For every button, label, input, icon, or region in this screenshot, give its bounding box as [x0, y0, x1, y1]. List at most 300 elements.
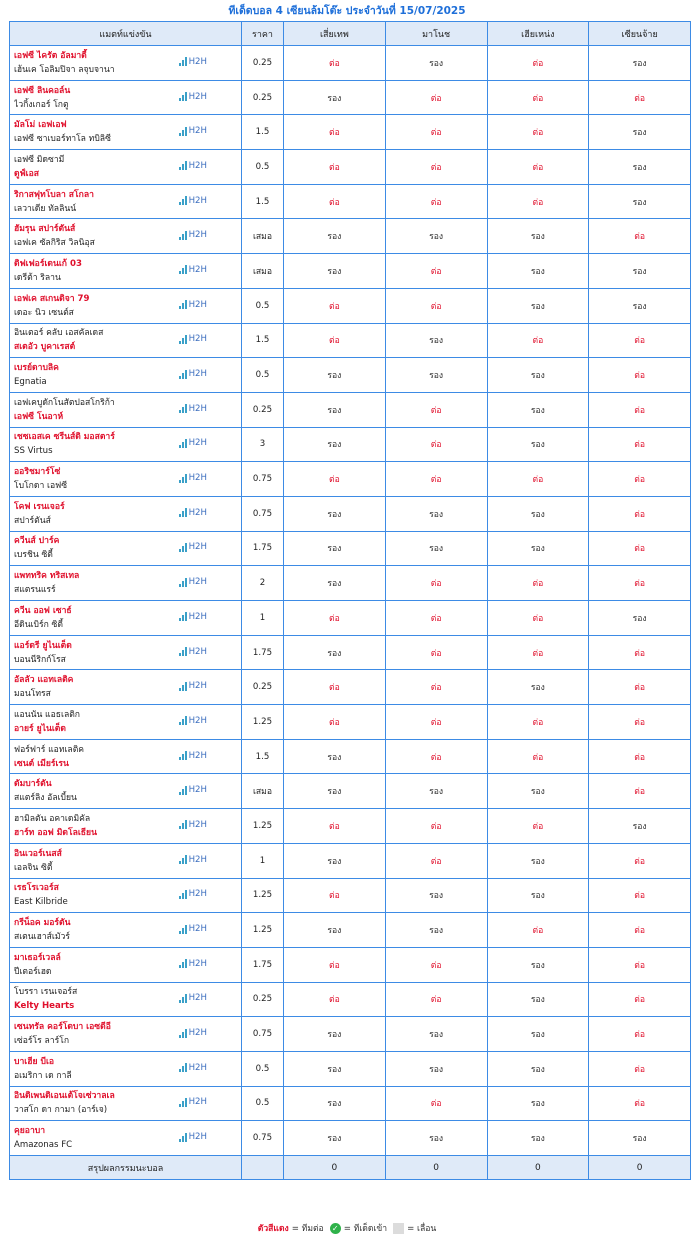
tip-cell: ต่อ [284, 150, 386, 185]
h2h-label: H2H [188, 1097, 207, 1108]
tip-cell: ต่อ [385, 947, 487, 982]
match-cell [10, 982, 242, 1017]
bar-chart-icon [179, 508, 187, 517]
table-row [10, 635, 691, 670]
tip-cell: ต่อ [284, 462, 386, 497]
tip-cell: ต่อ [589, 739, 691, 774]
away-team: เอฟเค ซัลกิริส วิลนิอุส [14, 238, 95, 249]
table-row [10, 115, 691, 150]
table-row [10, 913, 691, 948]
home-team: ริกาสฟุทโบลา สโกลา [14, 189, 94, 200]
table-row [10, 1086, 691, 1121]
h2h-link[interactable] [179, 1061, 207, 1075]
tip-cell: รอง [284, 774, 386, 809]
tip-cell: รอง [487, 982, 589, 1017]
price-cell: 0.75 [242, 462, 284, 497]
legend-red-desc: = ทีมต่อ [291, 1224, 324, 1234]
home-team: ฟอร์ฟาร์ แอทเลติค [14, 744, 85, 755]
summary-value-3: 0 [487, 1156, 589, 1180]
tip-cell: รอง [589, 150, 691, 185]
match-cell [10, 46, 242, 81]
tip-cell: รอง [284, 496, 386, 531]
tip-cell: ต่อ [385, 982, 487, 1017]
home-team: เอฟซี ไครัต อัลมาตี้ [14, 50, 87, 61]
tip-cell: ต่อ [385, 150, 487, 185]
h2h-link[interactable] [179, 1130, 207, 1144]
away-team: ฮาร์ท ออฟ มิดโลเธียน [14, 827, 97, 838]
home-team: มาเธอร์เวลล์ [14, 952, 61, 963]
table-row [10, 1051, 691, 1086]
h2h-link[interactable] [179, 679, 207, 693]
tip-cell: ต่อ [385, 670, 487, 705]
h2h-label: H2H [188, 160, 207, 171]
legend-postponed [393, 1221, 436, 1235]
match-cell [10, 739, 242, 774]
match-cell [10, 1121, 242, 1156]
away-team: เอฟซี โนอาห์ [14, 411, 64, 422]
tip-cell: รอง [487, 1017, 589, 1052]
h2h-label: H2H [188, 126, 207, 137]
tip-cell: ต่อ [487, 913, 589, 948]
home-team: อินเตอร์ คลับ เอสคัลเดส [14, 328, 104, 339]
h2h-label: H2H [188, 299, 207, 310]
h2h-link[interactable] [179, 159, 207, 173]
tip-cell: รอง [385, 913, 487, 948]
price-cell: 0.5 [242, 288, 284, 323]
match-cell [10, 635, 242, 670]
legend-grey-desc: = เลื่อน [407, 1224, 437, 1234]
h2h-link[interactable] [179, 194, 207, 208]
tip-cell: ต่อ [589, 913, 691, 948]
tip-cell: รอง [487, 670, 589, 705]
match-cell [10, 358, 242, 393]
home-team: คุยอาบา [14, 1126, 46, 1137]
tip-cell: รอง [284, 1017, 386, 1052]
tip-cell: รอง [487, 427, 589, 462]
bar-chart-icon [179, 612, 187, 621]
tip-cell: รอง [385, 878, 487, 913]
tip-cell: ต่อ [589, 982, 691, 1017]
match-cell [10, 184, 242, 219]
h2h-label: H2H [188, 854, 207, 865]
h2h-label: H2H [188, 611, 207, 622]
bar-chart-icon [179, 265, 187, 274]
tip-cell: รอง [385, 1017, 487, 1052]
tip-cell: ต่อ [487, 115, 589, 150]
tip-cell: รอง [284, 566, 386, 601]
h2h-label: H2H [188, 334, 207, 345]
header-tipster-3: เฮียเหน่ง [487, 22, 589, 46]
price-cell: เสมอ [242, 219, 284, 254]
table-row [10, 843, 691, 878]
away-team: ดูฟ์เอส [14, 168, 40, 179]
tip-cell: รอง [487, 496, 589, 531]
tip-cell: รอง [284, 1121, 386, 1156]
tip-cell: ต่อ [487, 184, 589, 219]
header-price: ราคา [242, 22, 284, 46]
home-team: เอฟเคบูดักโนสัตปอสโกริก้า [14, 397, 115, 408]
match-cell [10, 219, 242, 254]
table-row [10, 392, 691, 427]
h2h-link[interactable] [179, 55, 207, 69]
h2h-label: H2H [188, 195, 207, 206]
tip-cell: รอง [284, 1086, 386, 1121]
match-cell [10, 80, 242, 115]
h2h-link[interactable] [179, 853, 207, 867]
bar-chart-icon [179, 925, 187, 934]
away-team: อีดินเบิร์ก ซิตี้ [14, 619, 63, 630]
header-tipster-4: เซียนจ้าย [589, 22, 691, 46]
check-icon: ✓ [330, 1223, 341, 1234]
match-cell [10, 913, 242, 948]
tip-cell: รอง [487, 358, 589, 393]
home-team: แอนนัน แอธเลติก [14, 709, 80, 720]
home-team: ควีนส์ ปาร์ค [14, 536, 60, 547]
tip-cell: รอง [487, 947, 589, 982]
tip-cell: รอง [385, 774, 487, 809]
tip-cell: รอง [487, 219, 589, 254]
h2h-link[interactable] [179, 1095, 207, 1109]
tip-cell: ต่อ [284, 288, 386, 323]
tip-cell: ต่อ [589, 566, 691, 601]
tip-cell: รอง [284, 843, 386, 878]
home-team: เบรย์ดาบลิค [14, 363, 59, 374]
bar-chart-icon [179, 370, 187, 379]
h2h-link[interactable] [179, 610, 207, 624]
away-team: สเตนเฮาส์เมัวร์ [14, 932, 70, 943]
tip-cell: รอง [589, 46, 691, 81]
tip-cell: รอง [385, 323, 487, 358]
tip-cell: ต่อ [589, 635, 691, 670]
h2h-label: H2H [188, 230, 207, 241]
table-row [10, 531, 691, 566]
h2h-link[interactable] [179, 818, 207, 832]
price-cell: 0.25 [242, 392, 284, 427]
h2h-label: H2H [188, 473, 207, 484]
h2h-link[interactable] [179, 749, 207, 763]
bar-chart-icon [179, 682, 187, 691]
tip-cell: ต่อ [385, 427, 487, 462]
table-row [10, 496, 691, 531]
tip-cell: ต่อ [385, 705, 487, 740]
away-team: Kelty Hearts [14, 1001, 75, 1012]
table-row [10, 878, 691, 913]
bar-chart-icon [179, 1063, 187, 1072]
tip-cell: รอง [487, 1086, 589, 1121]
away-team: East Kilbride [14, 897, 68, 908]
bar-chart-icon [179, 404, 187, 413]
price-cell: 0.25 [242, 80, 284, 115]
tip-cell: รอง [589, 601, 691, 636]
tip-cell: ต่อ [284, 705, 386, 740]
home-team: โคฟ เรนเจอร์ [14, 501, 65, 512]
tip-cell: ต่อ [589, 670, 691, 705]
h2h-link[interactable] [179, 991, 207, 1005]
summary-row [10, 1156, 691, 1180]
table-row [10, 739, 691, 774]
bar-chart-icon [179, 578, 187, 587]
h2h-link[interactable] [179, 887, 207, 901]
tip-cell: รอง [284, 80, 386, 115]
h2h-link[interactable] [179, 957, 207, 971]
h2h-label: H2H [188, 542, 207, 553]
table-row [10, 982, 691, 1017]
table-row [10, 601, 691, 636]
price-cell: 1.5 [242, 323, 284, 358]
tip-cell: ต่อ [589, 774, 691, 809]
h2h-link[interactable] [179, 228, 207, 242]
away-team: เซ่อร์โร ลาร์โก [14, 1036, 70, 1047]
bar-chart-icon [179, 855, 187, 864]
tip-cell: ต่อ [385, 462, 487, 497]
h2h-link[interactable] [179, 124, 207, 138]
away-team: เฮ้นเค โอลิมปิจา ลจุบจานา [14, 64, 115, 75]
legend-check-desc: = ทีเด็ดเข้า [343, 1224, 388, 1234]
home-team: เรธโรเวอร์ส [14, 883, 59, 894]
h2h-label: H2H [188, 958, 207, 969]
table-row [10, 219, 691, 254]
h2h-label: H2H [188, 715, 207, 726]
match-cell [10, 947, 242, 982]
tip-cell: ต่อ [284, 982, 386, 1017]
price-cell: 0.5 [242, 358, 284, 393]
tip-cell: ต่อ [589, 531, 691, 566]
tip-cell: ต่อ [385, 392, 487, 427]
legend-favorite [258, 1221, 324, 1235]
home-team: ดิฟเฟอร์เดนเก้ 03 [14, 258, 82, 269]
bar-chart-icon [179, 751, 187, 760]
tip-cell: ต่อ [284, 184, 386, 219]
h2h-label: H2H [188, 1028, 207, 1039]
match-cell [10, 323, 242, 358]
h2h-link[interactable] [179, 714, 207, 728]
bar-chart-icon [179, 820, 187, 829]
table-row [10, 358, 691, 393]
match-cell [10, 288, 242, 323]
h2h-label: H2H [188, 889, 207, 900]
h2h-label: H2H [188, 1062, 207, 1073]
match-cell [10, 809, 242, 844]
match-cell [10, 392, 242, 427]
bar-chart-icon [179, 439, 187, 448]
tip-cell: ต่อ [385, 288, 487, 323]
tip-cell: รอง [487, 254, 589, 289]
tip-cell: รอง [487, 1121, 589, 1156]
bar-chart-icon [179, 127, 187, 136]
h2h-link[interactable] [179, 367, 207, 381]
tip-cell: รอง [385, 1051, 487, 1086]
match-cell [10, 496, 242, 531]
away-team: เดอะ นิว เซนต์ส [14, 307, 74, 318]
price-cell: 1.75 [242, 947, 284, 982]
away-team: Egnatia [14, 377, 47, 388]
h2h-link[interactable] [179, 645, 207, 659]
bar-chart-icon [179, 716, 187, 725]
tip-cell: รอง [385, 531, 487, 566]
match-cell [10, 115, 242, 150]
match-cell [10, 1086, 242, 1121]
table-row [10, 80, 691, 115]
h2h-label: H2H [188, 681, 207, 692]
tip-cell: รอง [284, 531, 386, 566]
tip-cell: ต่อ [385, 843, 487, 878]
match-cell [10, 566, 242, 601]
match-cell [10, 462, 242, 497]
tip-cell: ต่อ [589, 1086, 691, 1121]
away-team: สแตรนแรร์ [14, 585, 56, 596]
tip-cell: ต่อ [385, 809, 487, 844]
tip-cell: ต่อ [589, 843, 691, 878]
bar-chart-icon [179, 959, 187, 968]
tip-cell: ต่อ [589, 80, 691, 115]
tip-cell: รอง [284, 635, 386, 670]
bar-chart-icon [179, 786, 187, 795]
home-team: มัลโม่ เอฟเอฟ [14, 120, 67, 131]
bar-chart-icon [179, 1133, 187, 1142]
away-team: เดรีต้า ริลาน [14, 272, 61, 283]
tip-cell: รอง [487, 843, 589, 878]
tip-cell: รอง [589, 1121, 691, 1156]
tip-cell: ต่อ [284, 323, 386, 358]
match-cell [10, 878, 242, 913]
tip-cell: ต่อ [589, 1017, 691, 1052]
home-team: แอร์ดรี ยูไนเต็ด [14, 640, 72, 651]
tip-cell: รอง [487, 774, 589, 809]
h2h-link[interactable] [179, 506, 207, 520]
price-cell: 1.25 [242, 878, 284, 913]
tip-cell: รอง [284, 219, 386, 254]
tip-cell: รอง [284, 1051, 386, 1086]
table-row [10, 288, 691, 323]
tip-cell: ต่อ [284, 947, 386, 982]
summary-value-1: 0 [284, 1156, 386, 1180]
away-team: บอนนีริกก์โรส [14, 654, 66, 665]
home-team: เอฟซี ลินคอล์น [14, 85, 71, 96]
bar-chart-icon [179, 1029, 187, 1038]
price-cell: 1.25 [242, 809, 284, 844]
h2h-link[interactable] [179, 263, 207, 277]
tip-cell: ต่อ [487, 566, 589, 601]
page-title: ทีเด็ดบอล 4 เซียนล้มโต๊ะ ประจำวันที่ 15/07/2025 [228, 5, 466, 17]
tip-cell: รอง [385, 1121, 487, 1156]
price-cell: 0.75 [242, 1017, 284, 1052]
home-team: เชซเอสเค ซรีนส์ดิ มอสตาร์ [14, 432, 115, 443]
away-team: เบรชิน ซิตี้ [14, 550, 53, 561]
table-body [10, 46, 691, 1156]
h2h-link[interactable] [179, 575, 207, 589]
table-row [10, 1121, 691, 1156]
away-team: มอนโทรส [14, 689, 51, 700]
tip-cell: ต่อ [385, 80, 487, 115]
home-team: ฮามิลตัน อคาเดมิคัล [14, 813, 91, 824]
price-cell: 0.5 [242, 1051, 284, 1086]
h2h-link[interactable] [179, 783, 207, 797]
h2h-label: H2H [188, 56, 207, 67]
bar-chart-icon [179, 1098, 187, 1107]
tip-cell: รอง [385, 496, 487, 531]
tip-cell: รอง [487, 1051, 589, 1086]
price-cell: 0.25 [242, 982, 284, 1017]
away-team: เลวาเดีย ทัลลินน์ [14, 203, 77, 214]
away-team: สแตร์ลิง อัลเบี้ยน [14, 793, 77, 804]
match-cell [10, 150, 242, 185]
h2h-link[interactable] [179, 436, 207, 450]
h2h-link[interactable] [179, 298, 207, 312]
tip-cell: รอง [284, 358, 386, 393]
match-cell [10, 531, 242, 566]
tip-cell: ต่อ [487, 705, 589, 740]
tip-cell: ต่อ [487, 323, 589, 358]
away-team: โบโกดา เอฟซี [14, 481, 68, 492]
price-cell: 0.75 [242, 1121, 284, 1156]
price-cell: 1.75 [242, 635, 284, 670]
table-row [10, 705, 691, 740]
h2h-link[interactable] [179, 402, 207, 416]
away-team: ไวกิ้งเกอร์ โกตู [14, 99, 69, 110]
tip-cell: ต่อ [589, 705, 691, 740]
home-team: โบรรา เรนเจอร์ส [14, 987, 78, 998]
tip-cell: รอง [385, 219, 487, 254]
home-team: อินเวอร์เนสส์ [14, 848, 62, 859]
tip-cell: รอง [487, 392, 589, 427]
tip-cell: ต่อ [589, 358, 691, 393]
h2h-label: H2H [188, 369, 207, 380]
h2h-label: H2H [188, 403, 207, 414]
tip-cell: รอง [487, 531, 589, 566]
tip-cell: ต่อ [589, 323, 691, 358]
tips-table-wrapper [9, 21, 690, 1180]
table-row [10, 670, 691, 705]
table-row [10, 254, 691, 289]
h2h-link[interactable] [179, 471, 207, 485]
tip-cell: ต่อ [589, 947, 691, 982]
h2h-label: H2H [188, 1132, 207, 1143]
bar-chart-icon [179, 57, 187, 66]
h2h-link[interactable] [179, 332, 207, 346]
price-cell: เสมอ [242, 774, 284, 809]
tip-cell: ต่อ [385, 601, 487, 636]
tip-cell: รอง [589, 115, 691, 150]
legend-red-text: ตัวสีแดง [257, 1224, 289, 1234]
away-team: SS Virtus [14, 446, 53, 457]
tip-cell: ต่อ [589, 1051, 691, 1086]
tip-cell: ต่อ [385, 254, 487, 289]
away-team: วาสโก ดา กามา (อาร์เจ) [14, 1105, 108, 1116]
legend [0, 1221, 694, 1235]
tip-cell: ต่อ [589, 392, 691, 427]
price-cell: 3 [242, 427, 284, 462]
bar-chart-icon [179, 92, 187, 101]
h2h-link[interactable] [179, 90, 207, 104]
tip-cell: รอง [385, 358, 487, 393]
tip-cell: ต่อ [284, 809, 386, 844]
tip-cell: ต่อ [385, 739, 487, 774]
bar-chart-icon [179, 335, 187, 344]
home-team: เอฟเค สเกนดิจา 79 [14, 293, 90, 304]
table-header-row [10, 22, 691, 46]
tip-cell: รอง [284, 254, 386, 289]
tip-cell: ต่อ [487, 635, 589, 670]
home-team: เซนทรัล คอร์โดบา เอซดีอี [14, 1022, 111, 1033]
bar-chart-icon [179, 890, 187, 899]
h2h-link[interactable] [179, 1026, 207, 1040]
h2h-link[interactable] [179, 922, 207, 936]
h2h-link[interactable] [179, 540, 207, 554]
match-cell [10, 774, 242, 809]
price-cell: 1.25 [242, 705, 284, 740]
h2h-label: H2H [188, 993, 207, 1004]
price-cell: 0.5 [242, 150, 284, 185]
